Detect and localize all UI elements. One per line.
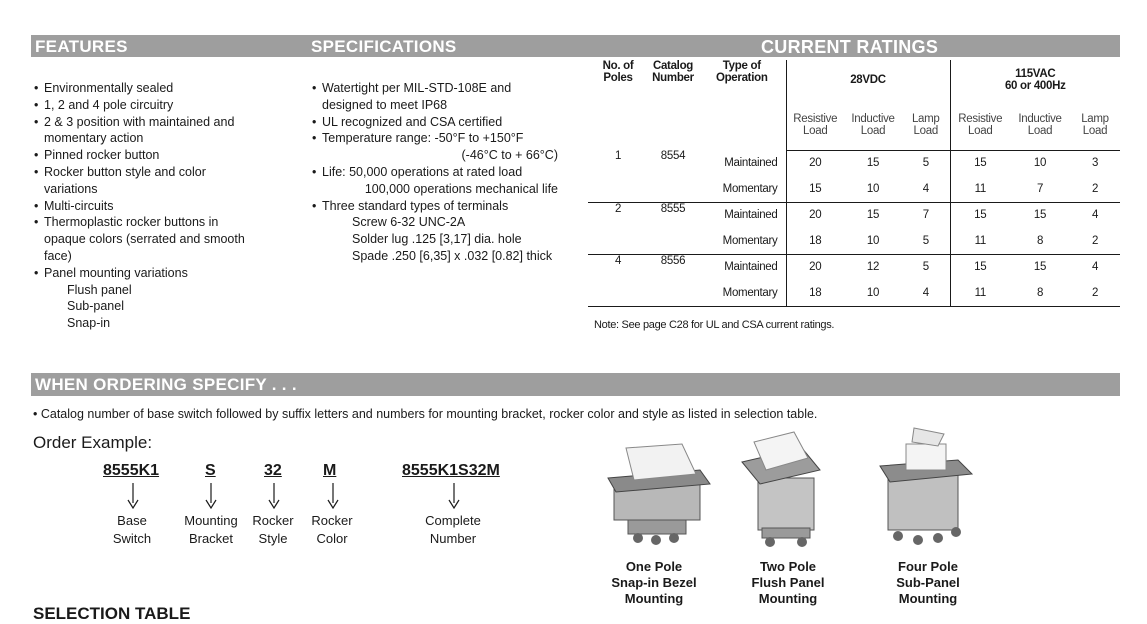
specifications-item: (-46°C to + 66°C) — [461, 148, 558, 163]
cell-catalog: 8555 — [660, 202, 686, 215]
table-row — [588, 202, 1120, 228]
cell-value: 10 — [1033, 157, 1047, 170]
table-row — [588, 150, 1120, 176]
cell-value: 15 — [950, 150, 1010, 176]
cell-poles: 1 — [614, 150, 622, 162]
sub-inductive-dc: Inductive Load — [844, 100, 902, 150]
specifications-heading: SPECIFICATIONS — [311, 37, 457, 56]
features-item: • Rocker button style and color — [34, 164, 294, 181]
when-ordering-heading: WHEN ORDERING SPECIFY . . . — [35, 375, 297, 394]
specifications-item: Solder lug .125 [3,17] dia. hole — [352, 232, 522, 247]
cell-value: 11 — [950, 228, 1010, 254]
features-item: • Multi-circuits — [34, 198, 294, 215]
sub-resistive-ac: Resistive Load — [950, 100, 1010, 150]
top-header-bar — [31, 35, 1120, 57]
features-item: • Environmentally sealed — [34, 80, 294, 97]
cell-poles — [588, 280, 648, 306]
specifications-item: 100,000 operations mechanical life — [364, 181, 558, 196]
table-row — [588, 176, 1120, 202]
features-list — [34, 80, 294, 332]
cell-op: Maintained — [724, 157, 778, 169]
cell-value: 10 — [844, 228, 902, 254]
cell-op: Momentary — [698, 280, 786, 306]
cell-value: 8 — [1010, 228, 1070, 254]
code-rocker-color: M — [323, 462, 337, 479]
arrow-down-icon — [205, 483, 217, 509]
selection-table-heading: SELECTION TABLE — [33, 604, 191, 623]
cell-value: 4 — [902, 176, 950, 202]
cell-value: 10 — [844, 176, 902, 202]
features-item: Flush panel — [67, 282, 132, 297]
sub-lamp-dc: Lamp Load — [902, 100, 950, 150]
specifications-item: • Watertight per MIL-STD-108E and — [312, 80, 560, 97]
specifications-item: • Life: 50,000 operations at rated load — [312, 164, 560, 181]
features-item: variations — [44, 181, 98, 196]
features-item: Sub-panel — [67, 299, 124, 314]
label-rocker-style: Rocker Style — [252, 513, 294, 546]
features-item: face) — [44, 248, 72, 263]
cell-catalog: 8554 — [660, 150, 686, 162]
cell-value: 4 — [902, 280, 950, 306]
cell-poles — [588, 176, 648, 202]
four-pole-switch-image — [872, 424, 982, 554]
cell-value: 15 — [1033, 209, 1047, 222]
order-example-label: Order Example: — [33, 433, 153, 452]
two-pole-switch-image — [736, 428, 832, 552]
label-mounting-bracket: Mounting Bracket — [184, 513, 238, 546]
specifications-item: • Temperature range: -50°F to +150°F — [312, 130, 560, 147]
cell-value: 18 — [786, 228, 844, 254]
features-item: momentary action — [44, 131, 144, 146]
cell-value: 18 — [786, 280, 844, 306]
ordering-instruction: • Catalog number of base switch followed by suffix letters and numbers for mounting bracket, rocker color and style as listed in selection table. — [33, 407, 818, 421]
cell-op: Maintained — [724, 261, 778, 274]
cell-value: 15 — [866, 157, 880, 170]
cell-value: 15 — [786, 176, 844, 202]
ratings-body — [588, 150, 1120, 306]
specifications-list — [312, 80, 560, 265]
features-item: • Thermoplastic rocker buttons in — [34, 214, 294, 231]
group-ac-header: 115VAC 60 or 400Hz — [950, 60, 1120, 100]
cell-op: Momentary — [698, 228, 786, 254]
cell-value: 4 — [1091, 209, 1099, 222]
current-ratings-table — [588, 60, 1120, 307]
features-item: Snap-in — [67, 316, 111, 331]
cell-value: 5 — [922, 261, 929, 274]
code-complete-number: 8555K1S32M — [402, 462, 500, 479]
col-poles-header: No. of Poles — [602, 60, 634, 84]
features-item: • Panel mounting variations — [34, 265, 294, 282]
code-base-switch: 8555K1 — [103, 462, 160, 479]
cell-value: 5 — [922, 157, 929, 170]
specifications-item: • Three standard types of terminals — [312, 198, 560, 215]
code-mounting-bracket: S — [205, 462, 216, 479]
arrow-down-icon — [448, 483, 460, 509]
specifications-item: Spade .250 [6,35] x .032 [0.82] thick — [352, 248, 553, 263]
cell-op: Momentary — [698, 176, 786, 202]
cell-value: 2 — [1070, 176, 1120, 202]
features-item: opaque colors (serrated and smooth — [44, 232, 245, 247]
col-operation-header: Type of Operation — [715, 60, 768, 84]
table-row — [588, 228, 1120, 254]
cell-value: 15 — [866, 209, 880, 222]
cell-catalog: 8556 — [660, 254, 686, 267]
ratings-note: Note: See page C28 for UL and CSA current ratings. — [594, 319, 835, 331]
cell-value: 5 — [902, 228, 950, 254]
col-catalog-header: Catalog Number — [652, 60, 694, 84]
cell-value: 2 — [1070, 228, 1120, 254]
cell-catalog — [648, 228, 698, 254]
cell-value: 11 — [950, 280, 1010, 306]
cell-poles — [588, 228, 648, 254]
specifications-item: designed to meet IP68 — [322, 97, 448, 112]
specifications-item: Screw 6-32 UNC-2A — [352, 215, 466, 230]
code-rocker-style: 32 — [264, 462, 282, 479]
cell-value: 3 — [1091, 157, 1099, 170]
sub-inductive-ac: Inductive Load — [1010, 100, 1070, 150]
cell-value: 10 — [844, 280, 902, 306]
cell-value: 20 — [786, 150, 844, 176]
label-complete-number: Complete Number — [425, 513, 481, 546]
cell-catalog — [648, 280, 698, 306]
arrow-down-icon — [327, 483, 339, 509]
cell-value: 15 — [950, 202, 1010, 228]
arrow-down-icon — [268, 483, 280, 509]
caption-two-pole: Two Pole Flush Panel Mounting — [751, 559, 825, 606]
features-heading: FEATURES — [35, 37, 128, 56]
cell-value: 4 — [1091, 261, 1099, 274]
arrow-down-icon — [127, 483, 139, 509]
cell-poles: 2 — [614, 202, 622, 215]
sub-resistive-dc: Resistive Load — [786, 100, 844, 150]
one-pole-switch-image — [604, 440, 714, 552]
features-item: • Pinned rocker button — [34, 147, 294, 164]
cell-op: Maintained — [724, 209, 778, 222]
group-dc-header: 28VDC — [786, 60, 950, 100]
specifications-item: • UL recognized and CSA certified — [312, 114, 560, 131]
caption-four-pole: Four Pole Sub-Panel Mounting — [896, 559, 960, 606]
cell-value: 12 — [866, 261, 880, 274]
cell-value: 7 — [922, 209, 929, 222]
cell-value: 15 — [1033, 261, 1047, 274]
features-item: • 1, 2 and 4 pole circuitry — [34, 97, 294, 114]
cell-value: 20 — [786, 254, 844, 280]
sub-lamp-ac: Lamp Load — [1070, 100, 1120, 150]
table-header-row — [588, 60, 1120, 100]
cell-value: 15 — [950, 254, 1010, 280]
cell-value: 11 — [950, 176, 1010, 202]
label-rocker-color: Rocker Color — [311, 513, 353, 546]
caption-one-pole: One Pole Snap-in Bezel Mounting — [611, 559, 697, 606]
cell-value: 7 — [1010, 176, 1070, 202]
features-item: • 2 & 3 position with maintained and — [34, 114, 294, 131]
cell-value: 2 — [1070, 280, 1120, 306]
current-ratings-heading: CURRENT RATINGS — [761, 37, 939, 57]
table-row — [588, 254, 1120, 280]
label-base-switch: Base Switch — [112, 513, 152, 546]
cell-value: 20 — [786, 202, 844, 228]
cell-catalog — [648, 176, 698, 202]
cell-poles: 4 — [614, 254, 622, 267]
ordering-header-bar — [31, 373, 1120, 396]
cell-value: 8 — [1010, 280, 1070, 306]
table-row — [588, 280, 1120, 306]
